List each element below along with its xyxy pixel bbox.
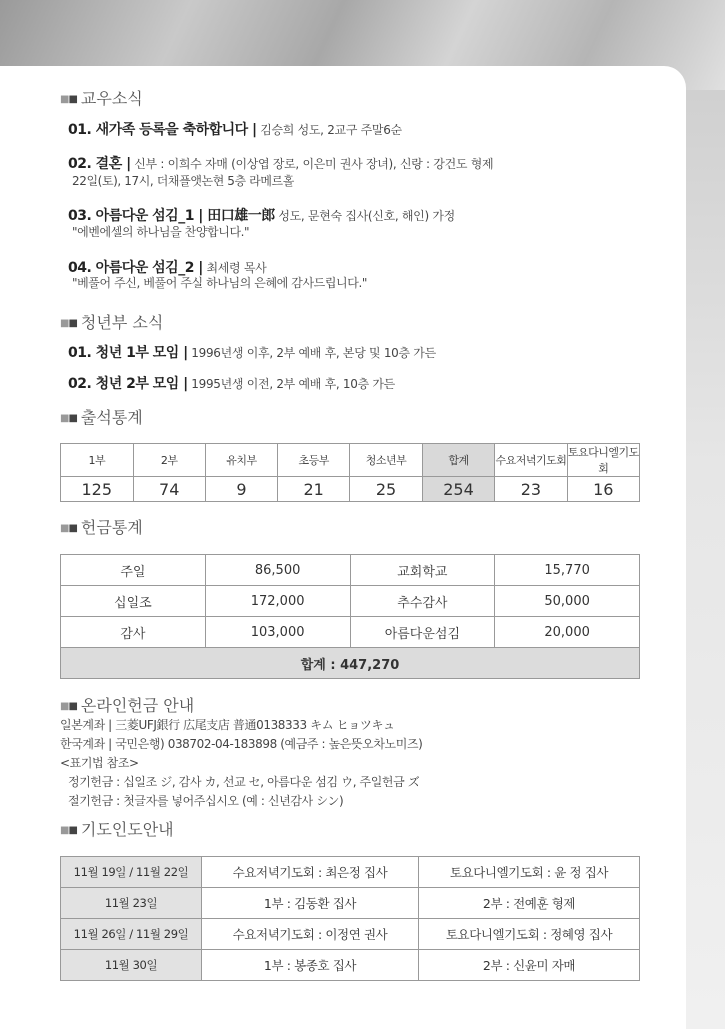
table-header-cell: 수요저녁기도회 (495, 444, 567, 477)
table-row (61, 919, 640, 950)
table-cell: 주일 (61, 555, 206, 586)
news-item-3-detail: "에벤에셀의 하나님을 찬양합니다." (72, 225, 250, 239)
table-cell: 25 (350, 477, 422, 502)
section-title-online: ■■ 온라인헌금 안내 (60, 696, 195, 715)
news-item-4: 04. 아름다운 섬김_2 | 최세령 목사 (68, 260, 267, 276)
youth-item-2: 02. 청년 2부 모임 | 1995년생 이전, 2부 예배 후, 10층 가든 (68, 376, 395, 392)
news-item-2-detail: 22일(토), 17시, 더채플앳논현 5층 라메르홀 (72, 174, 294, 188)
attendance-table (60, 443, 640, 502)
offering-total: 합계 : 447,270 (61, 648, 640, 679)
table-cell: 15,770 (495, 555, 640, 586)
table-cell: 86,500 (205, 555, 350, 586)
table-cell-total: 254 (422, 477, 495, 502)
news-item-2: 02. 결혼 | 신부 : 이희수 자매 (이상엽 장로, 이은미 권사 장녀), 신랑 : 강건도 형제 (68, 156, 494, 172)
table-row (61, 950, 640, 981)
table-cell-date: 11월 23일 (61, 888, 202, 919)
prayer-table (60, 856, 640, 981)
table-row (61, 857, 640, 888)
section-title-offering: ■■ 헌금통계 (60, 518, 143, 537)
bullet-icon: ■■ (60, 523, 77, 534)
table-cell: 16 (567, 477, 639, 502)
side-strip (685, 90, 725, 1029)
account-korea: 한국계좌 | 국민은행) 038702-04-183898 (예금주 : 높은뜻오차노미즈) (60, 737, 423, 751)
table-cell-date: 11월 26일 / 11월 29일 (61, 919, 202, 950)
table-cell: 103,000 (205, 617, 350, 648)
bullet-icon: ■■ (60, 413, 77, 424)
table-cell: 수요저녁기도회 : 최은정 집사 (202, 857, 419, 888)
table-cell: 2부 : 신윤미 자매 (419, 950, 640, 981)
news-item-4-detail: "베풀어 주신, 베풀어 주실 하나님의 은혜에 감사드립니다." (72, 276, 367, 290)
table-cell: 수요저녁기도회 : 이정연 권사 (202, 919, 419, 950)
table-cell: 125 (61, 477, 134, 502)
bullet-icon: ■■ (60, 701, 77, 712)
table-cell: 50,000 (495, 586, 640, 617)
table-cell: 2부 : 전예훈 형제 (419, 888, 640, 919)
youth-item-1: 01. 청년 1부 모임 | 1996년생 이후, 2부 예배 후, 본당 및 10층 가든 (68, 345, 436, 361)
table-cell-date: 11월 30일 (61, 950, 202, 981)
section-title-prayer: ■■ 기도인도안내 (60, 820, 174, 839)
notation-label: <표기법 참조> (60, 756, 139, 770)
section-title-youth: ■■ 청년부 소식 (60, 313, 164, 332)
notation-seasonal: 절기헌금 : 첫글자를 넣어주십시오 (예 : 신년감사 シン) (68, 794, 344, 808)
account-japan: 일본계좌 | 三菱UFJ銀行 広尾支店 普通0138333 キム ヒョツキュ (60, 718, 395, 732)
table-cell: 74 (133, 477, 205, 502)
table-header-row (61, 444, 640, 477)
section-title-news: ■■ 교우소식 (60, 89, 143, 108)
news-item-3: 03. 아름다운 섬김_1 | 田口雄一郎 성도, 문현숙 집사(신호, 해인) 가정 (68, 208, 455, 224)
table-cell: 172,000 (205, 586, 350, 617)
table-row (61, 555, 640, 586)
table-cell: 1부 : 김동환 집사 (202, 888, 419, 919)
table-header-cell: 토요다니엘기도회 (567, 444, 639, 477)
notation-regular: 정기헌금 : 십일조 ジ, 감사 カ, 선교 セ, 아름다운 섬김 ウ, 주일헌금 ズ (68, 775, 420, 789)
table-row (61, 888, 640, 919)
table-header-cell: 2부 (133, 444, 205, 477)
bullet-icon: ■■ (60, 825, 77, 836)
bullet-icon: ■■ (60, 94, 77, 105)
table-cell: 추수감사 (350, 586, 495, 617)
table-cell: 21 (278, 477, 350, 502)
table-cell-date: 11월 19일 / 11월 22일 (61, 857, 202, 888)
table-header-cell-total: 합계 (422, 444, 495, 477)
table-total-row (61, 648, 640, 679)
table-cell: 십일조 (61, 586, 206, 617)
table-cell: 20,000 (495, 617, 640, 648)
table-cell: 교회학교 (350, 555, 495, 586)
table-cell: 감사 (61, 617, 206, 648)
news-item-1: 01. 새가족 등록을 축하합니다 | 김승희 성도, 2교구 주말6순 (68, 122, 402, 138)
table-header-cell: 유치부 (205, 444, 277, 477)
table-row (61, 477, 640, 502)
table-cell: 9 (205, 477, 277, 502)
table-header-cell: 1부 (61, 444, 134, 477)
bullet-icon: ■■ (60, 318, 77, 329)
table-cell: 1부 : 봉종호 집사 (202, 950, 419, 981)
offering-table (60, 554, 640, 679)
table-header-cell: 청소년부 (350, 444, 422, 477)
table-cell: 아름다운섬김 (350, 617, 495, 648)
section-title-attendance: ■■ 출석통계 (60, 408, 143, 427)
table-row (61, 586, 640, 617)
table-row (61, 617, 640, 648)
table-header-cell: 초등부 (278, 444, 350, 477)
table-cell: 토요다니엘기도회 : 정혜영 집사 (419, 919, 640, 950)
table-cell: 23 (495, 477, 567, 502)
table-cell: 토요다니엘기도회 : 윤 정 집사 (419, 857, 640, 888)
